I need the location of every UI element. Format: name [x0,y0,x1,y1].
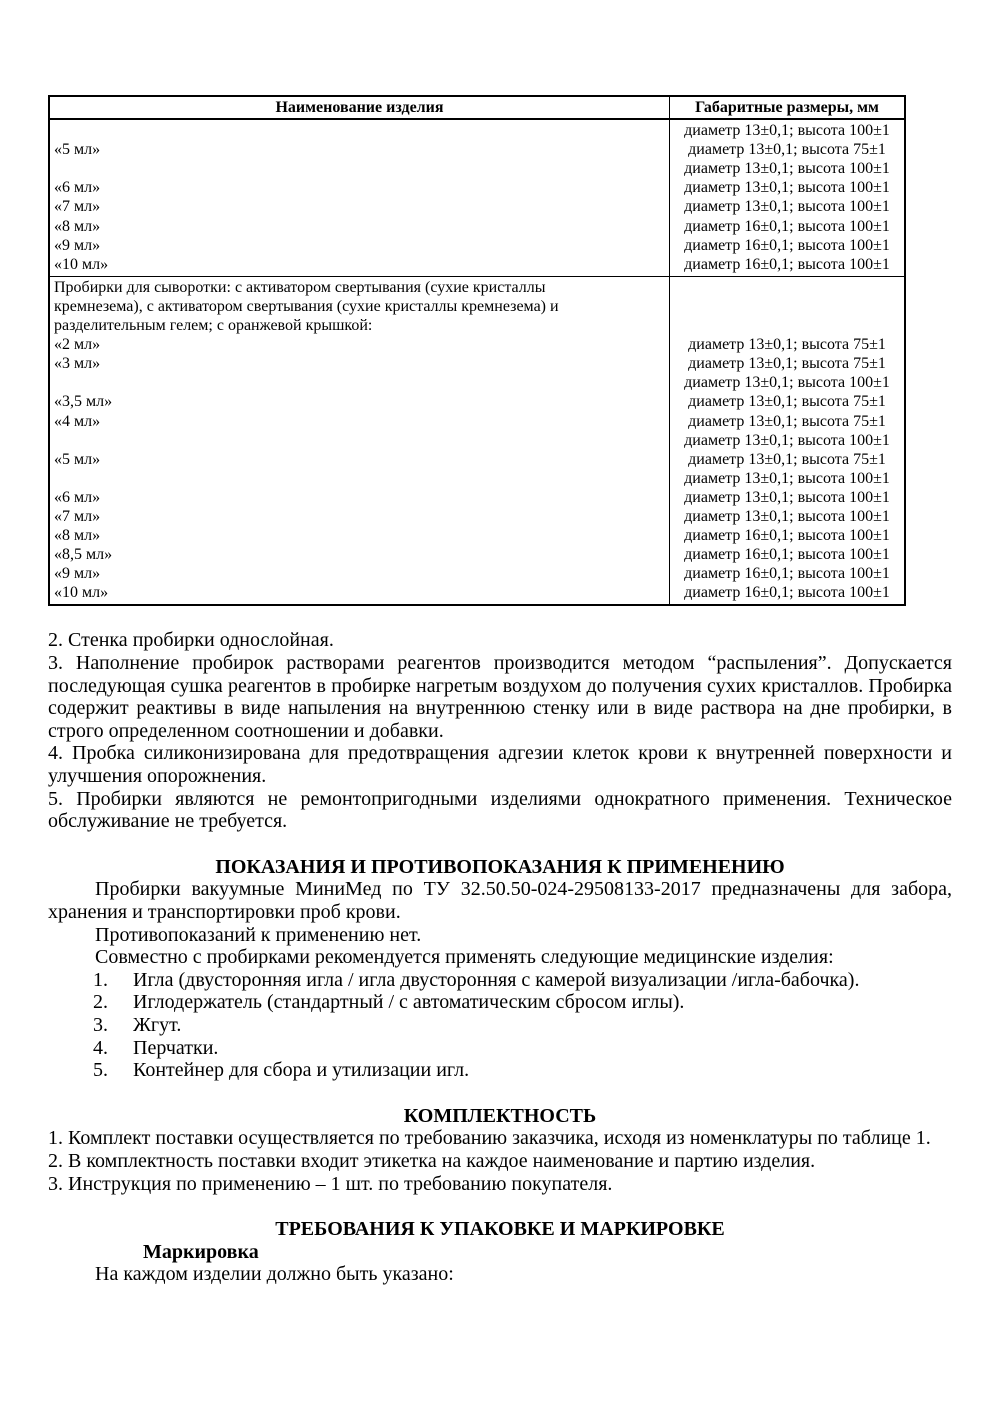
list-item-gloves [48,1037,952,1060]
completeness-item-2: 2. В комплектность поставки входит этикетка на каждое наименование и партию изделия. [48,1149,816,1172]
list-item-text: Игла (двусторонняя игла / игла двусторонняя с камерой визуализации /игла-бабочка). [133,968,860,991]
list-item-number: 2. [93,991,108,1014]
para-stopper: 4. Пробка силиконизирована для предотвращения адгезии клеток крови к внутренней поверхности и улучшения опорожнения. [48,742,952,788]
product-size: диаметр 16±0,1; высота 100±1 [684,217,890,235]
list-item-number: 4. [93,1036,108,1059]
section2-name-list [54,335,665,602]
list-item-number: 5. [93,1059,108,1082]
section1-size-column [669,120,904,276]
product-size: диаметр 13±0,1; высота 100±1 [684,488,890,506]
marking-subheading: Маркировка [143,1240,259,1263]
product-name: «6 мл» [54,179,101,197]
list-item-text: Контейнер для сбора и утилизации игл. [133,1059,470,1082]
completeness-heading: КОМПЛЕКТНОСТЬ [403,1104,597,1127]
product-size: диаметр 13±0,1; высота 100±1 [684,160,890,178]
product-name [54,431,665,450]
product-size: диаметр 16±0,1; высота 100±1 [684,546,890,564]
product-size: диаметр 16±0,1; высота 100±1 [684,255,890,273]
product-size: диаметр 13±0,1; высота 75±1 [688,336,886,354]
product-name [54,469,665,488]
table-header-row [50,97,904,120]
list-item-needle [48,969,952,992]
product-name: «7 мл» [54,507,101,525]
table-header-name: Наименование изделия [275,99,444,116]
recommended-items-list [48,969,952,1082]
list-item-container [48,1059,952,1082]
product-spec-table [48,95,906,606]
product-size: диаметр 13±0,1; высота 75±1 [688,450,886,468]
section2-intro [54,278,665,335]
product-size: диаметр 16±0,1; высота 100±1 [684,565,890,583]
list-item-text: Иглодержатель (стандартный / с автоматическим сбросом иглы). [133,991,685,1014]
product-name: «8 мл» [54,217,101,235]
product-size: диаметр 13±0,1; высота 100±1 [684,469,890,487]
para-single-use: 5. Пробирки являются не ремонтопригодными изделиями однократного применения. Техническое обслуживание не требуется. [48,787,952,833]
packaging-heading: ТРЕБОВАНИЯ К УПАКОВКЕ И МАРКИРОВКЕ [275,1218,725,1241]
table-section-2 [50,277,904,605]
section1-name-column [50,120,669,276]
product-name: «6 мл» [54,488,101,506]
product-name: «5 мл» [54,450,101,468]
product-size: диаметр 13±0,1; высота 100±1 [684,431,890,449]
list-item-text: Перчатки. [133,1036,219,1059]
product-name [54,121,665,140]
product-name [54,373,665,392]
product-size: диаметр 13±0,1; высота 75±1 [688,393,886,411]
document-body [48,629,952,1285]
product-size: диаметр 13±0,1; высота 100±1 [684,374,890,392]
product-name [54,159,665,178]
para-contraindications: Противопоказаний к применению нет. [95,923,422,946]
para-purpose: Пробирки вакуумные МиниМед по ТУ 32.50.50-024-29508133-2017 предназначены для забора, хранения и транспортировки проб крови. [48,878,952,923]
list-item-text: Жгут. [133,1013,182,1036]
list-item-holder [48,991,952,1014]
product-name: «8 мл» [54,527,101,545]
product-name: «9 мл» [54,565,101,583]
product-size: диаметр 16±0,1; высота 100±1 [684,236,890,254]
product-size: диаметр 13±0,1; высота 75±1 [688,141,886,159]
product-name: «5 мл» [54,141,101,159]
list-item-number: 3. [93,1013,108,1036]
table-section-1 [50,120,904,277]
para-filling: 3. Наполнение пробирок растворами реагентов производится методом “распыления”. Допускается последующая сушка реагентов в пробирке нагретым воздухом до получения сухих кристаллов. Пробирка содержит реактивы в виде напыления на внутреннюю стенку или в виде раствора на дне пробирки, в строго определенном соотношении и добавки. [48,652,952,742]
section2-name-column [50,277,669,605]
para-marking-intro: На каждом изделии должно быть указано: [95,1263,454,1286]
intro-line: разделительным гелем; с оранжевой крышкой: [54,317,373,335]
para-wall: 2. Стенка пробирки однослойная. [48,629,334,652]
product-size: диаметр 13±0,1; высота 100±1 [684,507,890,525]
intro-line: кремнезема), с активатором свертывания (сухие кристаллы кремнезема) и [54,297,559,315]
product-name: «2 мл» [54,336,101,354]
product-name: «9 мл» [54,236,101,254]
para-recommended: Совместно с пробирками рекомендуется применять следующие медицинские изделия: [95,946,834,969]
completeness-item-3: 3. Инструкция по применению – 1 шт. по требованию покупателя. [48,1172,613,1195]
product-name: «8,5 мл» [54,546,113,564]
product-size: диаметр 13±0,1; высота 100±1 [684,122,890,140]
product-name: «10 мл» [54,255,109,273]
section2-size-column [669,277,904,605]
indications-heading: ПОКАЗАНИЯ И ПРОТИВОПОКАЗАНИЯ К ПРИМЕНЕНИЮ [215,855,785,878]
product-size: диаметр 13±0,1; высота 75±1 [688,412,886,430]
product-size: диаметр 16±0,1; высота 100±1 [684,527,890,545]
product-name: «4 мл» [54,412,101,430]
product-name: «7 мл» [54,198,101,216]
product-size: диаметр 13±0,1; высота 100±1 [684,179,890,197]
intro-line: Пробирки для сыворотки: с активатором свертывания (сухие кристаллы [54,278,546,296]
product-size: диаметр 16±0,1; высота 100±1 [684,584,890,602]
product-name: «3,5 мл» [54,393,113,411]
product-name: «3 мл» [54,355,101,373]
list-item-tourniquet [48,1014,952,1037]
product-name: «10 мл» [54,584,109,602]
completeness-item-1: 1. Комплект поставки осуществляется по требованию заказчика, исходя из номенклатуры по таблице 1. [48,1127,931,1150]
product-size: диаметр 13±0,1; высота 100±1 [684,198,890,216]
product-size: диаметр 13±0,1; высота 75±1 [688,355,886,373]
table-header-size: Габаритные размеры, мм [669,97,904,118]
list-item-number: 1. [93,968,108,991]
